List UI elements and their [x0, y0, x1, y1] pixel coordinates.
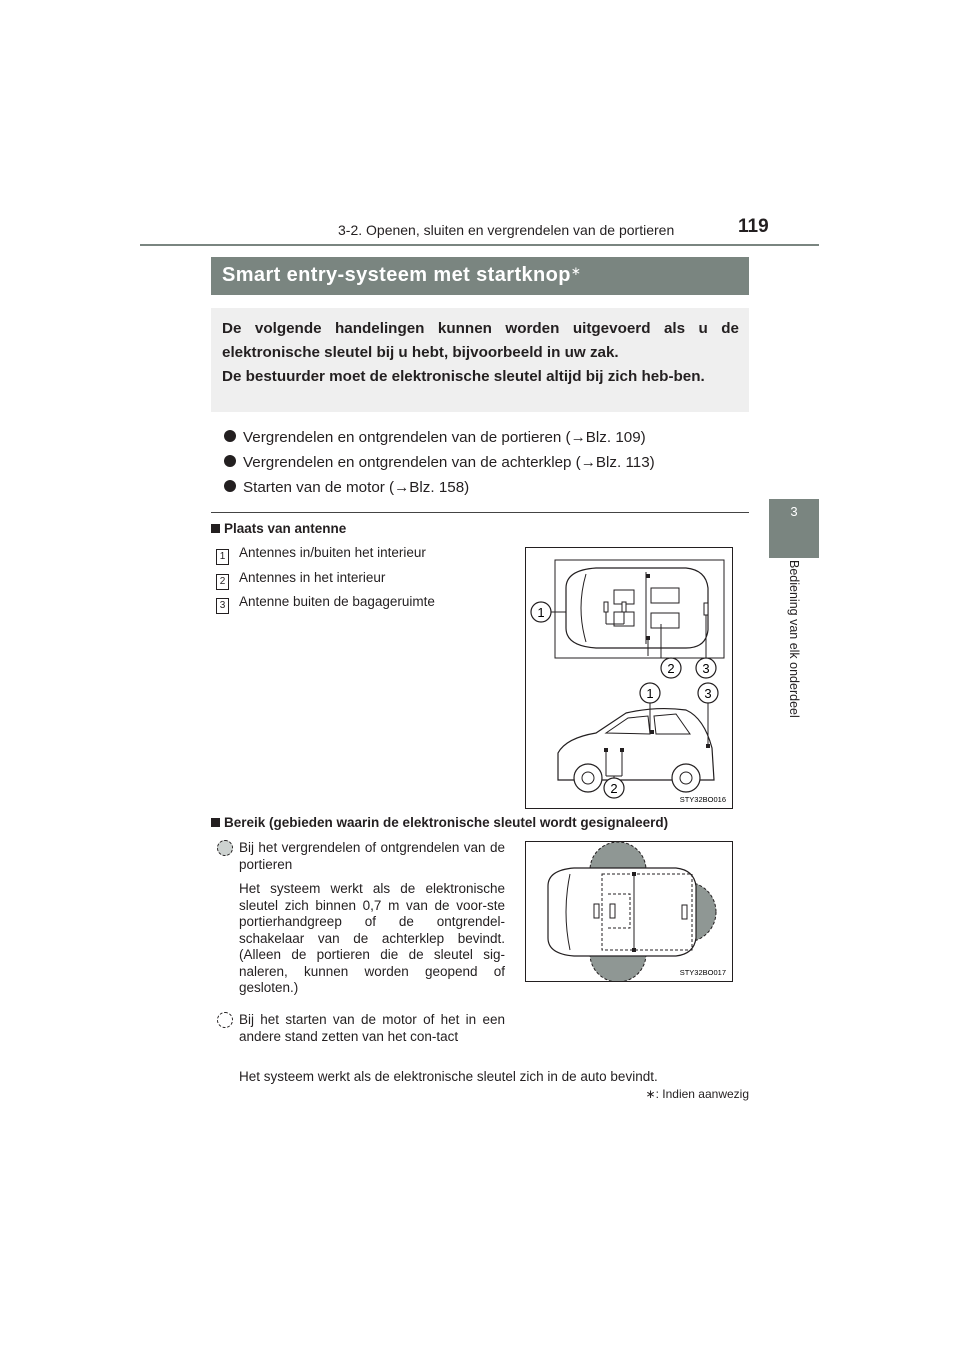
callout-label: 1 [646, 686, 654, 701]
chapter-label: Bediening van elk onderdeel [787, 560, 801, 718]
section-divider [211, 512, 749, 513]
number-badge: 2 [216, 574, 229, 590]
range-item-1-body: Het systeem werkt als de elektronische sleutel zich binnen 0,7 m van de voor-ste portierhandgreep of de ontgrendel-schakelaar van de achterklep bevindt. (Alleen de portieren die de sleutel sig-naleren, kunnen worden geopend of gesloten.) [239, 881, 505, 995]
section-title-bar [211, 257, 749, 295]
page-number: 119 [738, 216, 769, 237]
section-title: Smart entry-systeem met startknop∗ [222, 264, 582, 286]
chapter-tab [769, 499, 819, 558]
intro-box [211, 308, 749, 412]
number-badge: 1 [216, 549, 229, 565]
callout-label: 2 [667, 661, 675, 676]
header-rule [140, 244, 819, 246]
range-item-2-body: Het systeem werkt als de elektronische sleutel zich in de auto bevindt. [239, 1069, 658, 1084]
callout-label: 2 [610, 781, 618, 796]
bullet-dot-icon [224, 455, 236, 467]
running-header: 3-2. Openen, sluiten en vergrendelen van de portieren [338, 222, 675, 238]
bullet-item: Starten van de motor (→Blz. 158) [224, 479, 469, 496]
range-heading: Bereik (gebieden waarin de elektronische sleutel wordt gesignaleerd) [211, 815, 668, 830]
range-figure [525, 841, 733, 982]
figure-code: STY32BO016 [679, 795, 726, 804]
chapter-label-container [774, 560, 814, 760]
callout-label: 3 [704, 686, 712, 701]
bullet-item: Vergrendelen en ontgrendelen van de portieren (→Blz. 109) [224, 429, 646, 446]
number-badge: 3 [216, 598, 229, 614]
antenna-heading: Plaats van antenne [211, 521, 346, 536]
square-bullet-icon [211, 524, 220, 533]
square-bullet-icon [211, 818, 220, 827]
antenna-diagram [526, 548, 732, 808]
antenna-item: 3 Antenne buiten de bagageruimte [216, 594, 435, 614]
intro-line-1: De volgende handelingen kunnen worden uitgevoerd als u de elektronische sleutel bij u hebt, bijvoorbeeld in uw zak. [222, 320, 739, 361]
footnote: ∗: Indien aanwezig [645, 1087, 749, 1101]
antenna-item: 2 Antennes in het interieur [216, 570, 385, 590]
range-item-2-title: Bij het starten van de motor of het in een andere stand zetten van het con-tact [239, 1012, 505, 1044]
callout-label: 3 [702, 661, 710, 676]
bullet-item: Vergrendelen en ontgrendelen van de achterklep (→Blz. 113) [224, 454, 655, 471]
figure-code: STY32BO017 [679, 968, 726, 977]
antenna-figure [525, 547, 733, 809]
bullet-dot-icon [224, 430, 236, 442]
title-asterisk: ∗ [570, 264, 582, 278]
callout-label: 1 [537, 605, 545, 620]
range-item-1-title: Bij het vergrendelen of ontgrendelen van de portieren [239, 840, 505, 872]
shaded-area-icon [217, 840, 233, 856]
dashed-area-icon [217, 1012, 233, 1028]
intro-line-2: De bestuurder moet de elektronische sleutel altijd bij zich heb-ben. [222, 368, 705, 385]
range-diagram [526, 842, 732, 981]
bullet-dot-icon [224, 480, 236, 492]
antenna-item: 1 Antennes in/buiten het interieur [216, 545, 426, 565]
chapter-number: 3 [790, 504, 798, 519]
